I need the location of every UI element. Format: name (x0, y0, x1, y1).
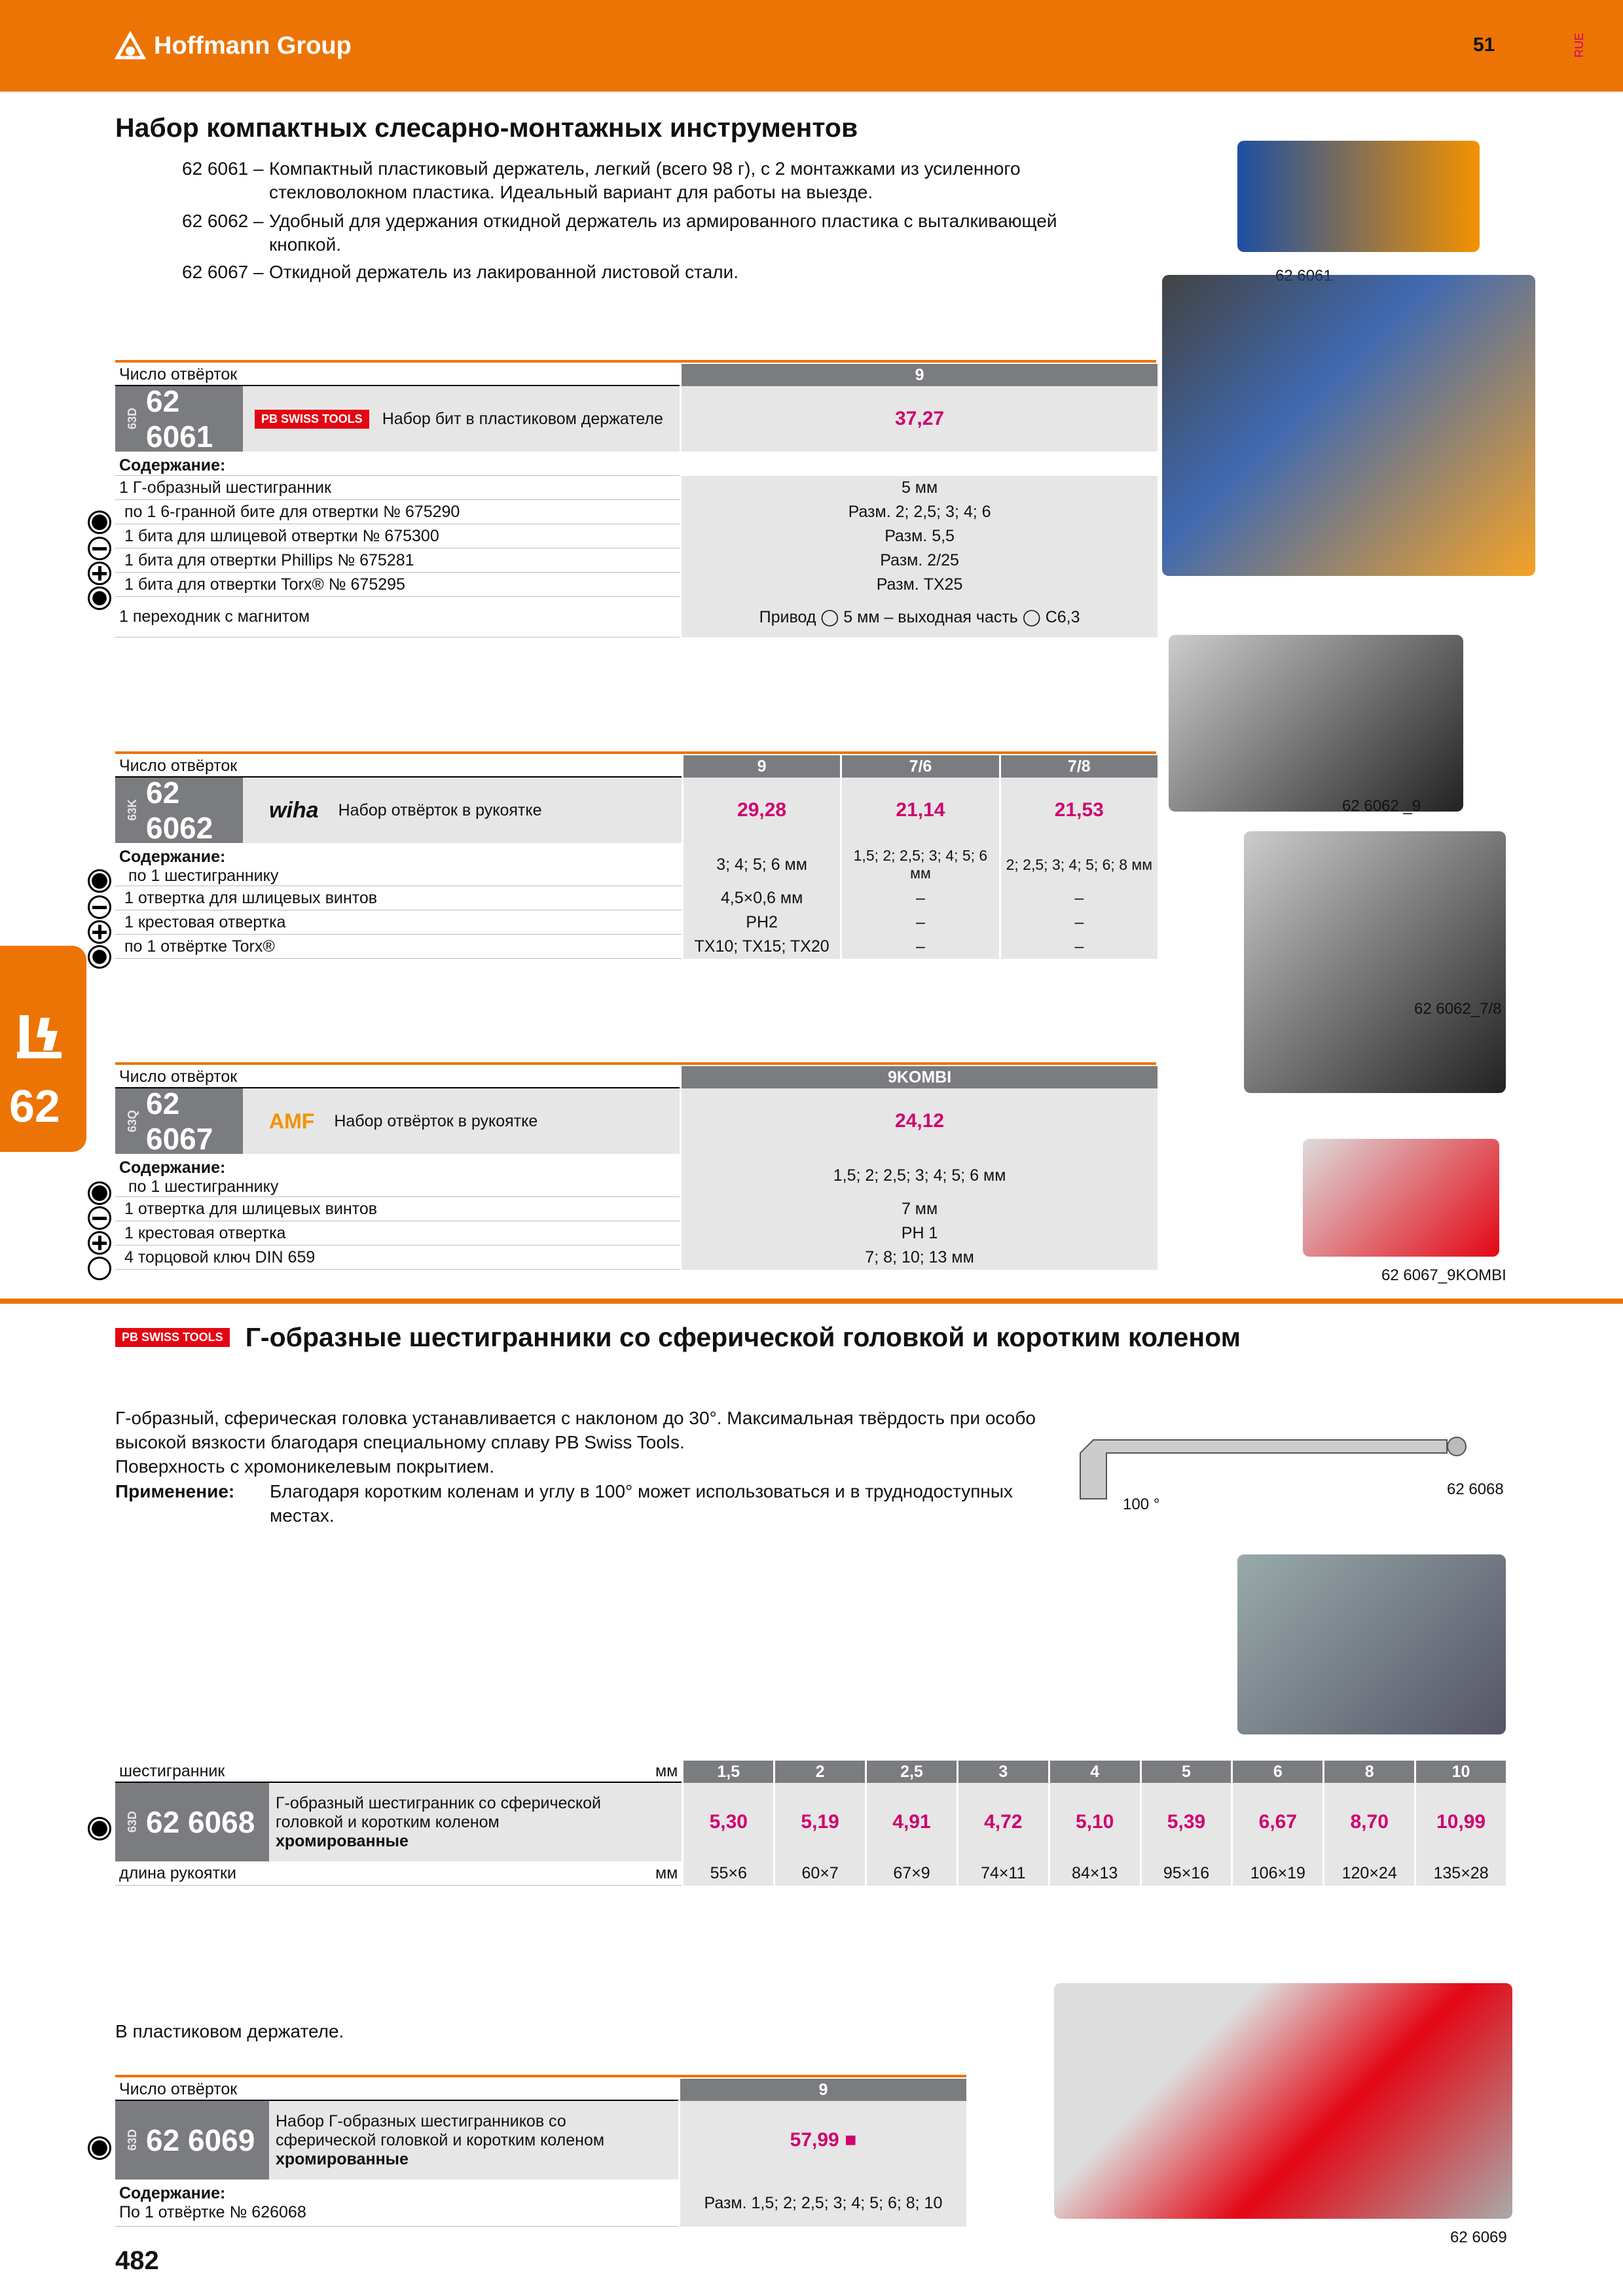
hex-icon (88, 511, 111, 534)
content-value: PH2 (684, 910, 840, 935)
intro-code: 62 6067 – (182, 262, 264, 282)
intro-text: Откидной держатель из лакированной листовой стали. (269, 262, 739, 282)
phillips-icon (88, 1231, 111, 1255)
length-value: 74×11 (958, 1861, 1048, 1886)
size-header: 5 (1142, 1761, 1231, 1783)
content-row: 1 переходник с магнитом (115, 597, 680, 637)
table-626061 (113, 364, 1159, 637)
count-header: 7/6 (842, 755, 998, 778)
content-value: Привод ◯ 5 мм – выходная часть ◯ C6,3 (682, 597, 1158, 637)
length-value: 95×16 (1142, 1861, 1231, 1886)
price: 5,30 (684, 1783, 773, 1861)
length-value: 106×19 (1233, 1861, 1322, 1886)
content-value: 3; 4; 5; 6 мм (684, 843, 840, 886)
usage-photo (1237, 1554, 1506, 1734)
count-header: 9 (682, 364, 1158, 386)
content-row: Содержание: по 1 шестиграннику (115, 1154, 680, 1197)
content-value: 7; 8; 10; 13 мм (682, 1246, 1158, 1270)
product-image-626067 (1303, 1139, 1499, 1257)
price: 4,91 (867, 1783, 957, 1861)
content-row: 1 отвертка для шлицевых винтов (115, 886, 682, 910)
price: 29,28 (684, 778, 840, 843)
size-header: 8 (1324, 1761, 1414, 1783)
product-cell (115, 2101, 678, 2179)
product-image-626069 (1054, 1983, 1512, 2219)
page-number: 482 (115, 2246, 159, 2275)
content-value: – (1001, 910, 1158, 935)
article-code: 63D 62 6069 (115, 2101, 269, 2179)
content-value: – (842, 935, 998, 959)
count-header: 9 (684, 755, 840, 778)
product-description: Набор отвёрток в рукоятке (338, 800, 542, 819)
hex-icon (88, 1817, 111, 1840)
slot-icon (88, 537, 111, 560)
content-value: 1,5; 2; 2,5; 3; 4; 5; 6 мм (682, 1154, 1158, 1197)
content-row: 1 бита для шлицевой отвертки № 675300 (115, 524, 680, 548)
content-row: Содержание: По 1 отвёртке № 626068 (115, 2179, 678, 2227)
product-description: Набор Г-образных шестигранников со сферической головкой и коротким коленом хромированные (276, 2111, 605, 2168)
content-value: – (1001, 886, 1158, 910)
hex-icon (88, 869, 111, 893)
phillips-icon (88, 562, 111, 585)
size-label: шестигранник мм (115, 1761, 682, 1783)
caption-626068: 62 6068 (1447, 1480, 1504, 1498)
size-header: 1,5 (684, 1761, 773, 1783)
section2-surface: Поверхность с хромоникелевым покрытием. (115, 1456, 495, 1477)
length-value: 60×7 (775, 1861, 865, 1886)
brand-badge: PB SWISS TOOLS (115, 1328, 230, 1347)
length-value: 55×6 (684, 1861, 773, 1886)
content-value: Разм. TX25 (682, 573, 1158, 597)
content-row: 1 отвертка для шлицевых винтов (115, 1197, 680, 1221)
table-626062 (113, 755, 1159, 959)
product-cell (115, 386, 680, 452)
brand-badge: PB SWISS TOOLS (255, 410, 369, 429)
section-title: Набор компактных слесарно-монтажных инструментов (115, 113, 858, 143)
product-cell (115, 778, 682, 843)
product-description: Набор отвёрток в рукоятке (334, 1111, 538, 1130)
socket-icon (88, 1257, 111, 1280)
length-value: 84×13 (1050, 1861, 1140, 1886)
intro-text: Удобный для удержания откидной держатель из армированного пластика с выталкивающей кнопкой. (269, 211, 1057, 255)
price: 10,99 (1416, 1783, 1506, 1861)
length-value: 135×28 (1416, 1861, 1506, 1886)
slot-icon (88, 1206, 111, 1230)
hex-key-drawing-icon (1054, 1427, 1486, 1518)
content-value: Разм. 2/25 (682, 548, 1158, 573)
content-row: 4 торцовой ключ DIN 659 (115, 1246, 680, 1270)
section2-title: Г-образные шестигранники со сферической головкой и коротким коленом (245, 1322, 1241, 1352)
price: 24,12 (682, 1088, 1158, 1154)
table-divider (115, 1062, 1156, 1065)
article-code: 63Q 62 6067 (115, 1088, 243, 1154)
content-value: 1,5; 2; 2,5; 3; 4; 5; 6 мм (842, 843, 998, 886)
angle-label: 100 ° (1123, 1496, 1160, 1513)
content-row: 1 крестовая отвертка (115, 910, 682, 935)
product-description: Набор бит в пластиковом держателе (382, 409, 663, 428)
intro-item-3 (182, 260, 1131, 287)
count-label: Число отвёрток (115, 364, 680, 386)
intro-item-2 (182, 209, 1131, 255)
application-text: Благодаря коротким коленам и углу в 100° может использоваться и в труднодоступных местах. (270, 1481, 1013, 1526)
content-value: 7 мм (682, 1197, 1158, 1221)
article-code: 63D 62 6068 (115, 1783, 269, 1861)
brand-logo-wiha: wiha (269, 797, 319, 823)
table-626069 (113, 2079, 968, 2227)
content-value: TX10; TX15; TX20 (684, 935, 840, 959)
content-value: 5 мм (682, 476, 1158, 500)
table-626068 (113, 1761, 1508, 1886)
price: 21,14 (842, 778, 998, 843)
content-row: 1 бита для отвертки Torx® № 675295 (115, 573, 680, 597)
count-header: 9KOMBI (682, 1066, 1158, 1088)
size-header: 2 (775, 1761, 865, 1783)
language-code: RUE (1573, 33, 1586, 58)
product-image-626062-9 (1169, 635, 1463, 812)
product-description: Г-образный шестигранник со сферической головкой и коротким коленом хромированные (276, 1793, 602, 1850)
price: 5,19 (775, 1783, 865, 1861)
page-number-top: 51 (1473, 34, 1495, 56)
caption-626062-78: 62 6062_7/8 (1414, 1000, 1502, 1018)
count-label: Число отвёрток (115, 755, 682, 778)
length-label: длина рукоятки мм (115, 1861, 682, 1886)
size-header: 10 (1416, 1761, 1506, 1783)
content-row: 1 бита для отвертки Phillips № 675281 (115, 548, 680, 573)
length-value: 67×9 (867, 1861, 957, 1886)
content-row: по 1 отвёртке Torx® (115, 935, 682, 959)
chapter-number: 62 (9, 1081, 60, 1132)
torx-icon (88, 586, 111, 610)
caption-626069: 62 6069 (1450, 2229, 1507, 2246)
table-626067 (113, 1066, 1159, 1270)
content-row: Содержание: по 1 шестиграннику (115, 843, 682, 886)
content-value: 4,5×0,6 мм (684, 886, 840, 910)
content-value: Разм. 2; 2,5; 3; 4; 6 (682, 500, 1158, 524)
section2-header (115, 1322, 1241, 1353)
count-label: Число отвёрток (115, 2079, 678, 2101)
product-image-626062-78 (1244, 831, 1506, 1093)
hoffmann-logo-icon (115, 31, 146, 60)
product-image-626061-open (1162, 275, 1535, 576)
count-header: 9 (680, 2079, 966, 2101)
content-value: 2; 2,5; 3; 4; 5; 6; 8 мм (1001, 843, 1158, 886)
content-value: – (842, 886, 998, 910)
price: 57,99 ■ (680, 2101, 966, 2179)
phillips-icon (88, 920, 111, 944)
size-header: 3 (958, 1761, 1048, 1783)
content-value: – (1001, 935, 1158, 959)
brand-logo-amf: AMF (269, 1109, 315, 1133)
intro-item-1 (182, 157, 1131, 202)
price: 21,53 (1001, 778, 1158, 843)
size-header: 2,5 (867, 1761, 957, 1783)
section-divider (0, 1299, 1623, 1304)
price: 37,27 (682, 386, 1158, 452)
brand-logo (115, 31, 352, 60)
price: 6,67 (1233, 1783, 1322, 1861)
content-title: Содержание: (115, 452, 680, 476)
count-header: 7/8 (1001, 755, 1158, 778)
content-value: – (842, 910, 998, 935)
content-row: 1 крестовая отвертка (115, 1221, 680, 1246)
content-value: PH 1 (682, 1221, 1158, 1246)
tools-icon (14, 1011, 67, 1064)
content-row: по 1 6-гранной бите для отвертки № 675290 (115, 500, 680, 524)
brand-name: Hoffmann Group (154, 31, 352, 60)
length-value: 120×24 (1324, 1861, 1414, 1886)
holder-note: В пластиковом держателе. (115, 2021, 344, 2041)
price: 4,72 (958, 1783, 1048, 1861)
intro-code: 62 6062 – (182, 211, 264, 231)
product-image-626061 (1237, 141, 1480, 252)
section2-paragraph: Г-образный, сферическая головка устанавливается с наклоном до 30°. Максимальная твёрдость при особо высокой вязкости благодаря специальному сплаву PB Swiss Tools. (115, 1408, 1036, 1452)
hex-icon (88, 1181, 111, 1205)
price: 8,70 (1324, 1783, 1414, 1861)
intro-text: Компактный пластиковый держатель, легкий (всего 98 г), с 2 монтажками из усиленного стекловолокном пластика. Идеальный вариант для работы на выезде. (269, 158, 1021, 202)
caption-626062-9: 62 6062 _9 (1342, 797, 1421, 815)
caption-626067: 62 6067_9KOMBI (1381, 1266, 1506, 1284)
product-cell (115, 1088, 680, 1154)
slot-icon (88, 895, 111, 919)
content-row: 1 Г-образный шестигранник (115, 476, 680, 500)
torx-icon (88, 945, 111, 969)
table-divider (115, 2075, 966, 2077)
content-value: Разм. 5,5 (682, 524, 1158, 548)
article-code: 63D 62 6061 (115, 386, 243, 452)
size-header: 6 (1233, 1761, 1322, 1783)
article-code: 63K 62 6062 (115, 778, 243, 843)
size-header: 4 (1050, 1761, 1140, 1783)
product-cell (115, 1783, 682, 1861)
application-label: Применение: (115, 1481, 235, 1501)
hex-icon (88, 2136, 111, 2160)
table-divider (115, 751, 1156, 754)
price: 5,10 (1050, 1783, 1140, 1861)
count-label: Число отвёрток (115, 1066, 680, 1088)
content-value: Разм. 1,5; 2; 2,5; 3; 4; 5; 6; 8; 10 (680, 2179, 966, 2227)
intro-code: 62 6061 – (182, 158, 264, 179)
table-divider (115, 360, 1156, 363)
price: 5,39 (1142, 1783, 1231, 1861)
